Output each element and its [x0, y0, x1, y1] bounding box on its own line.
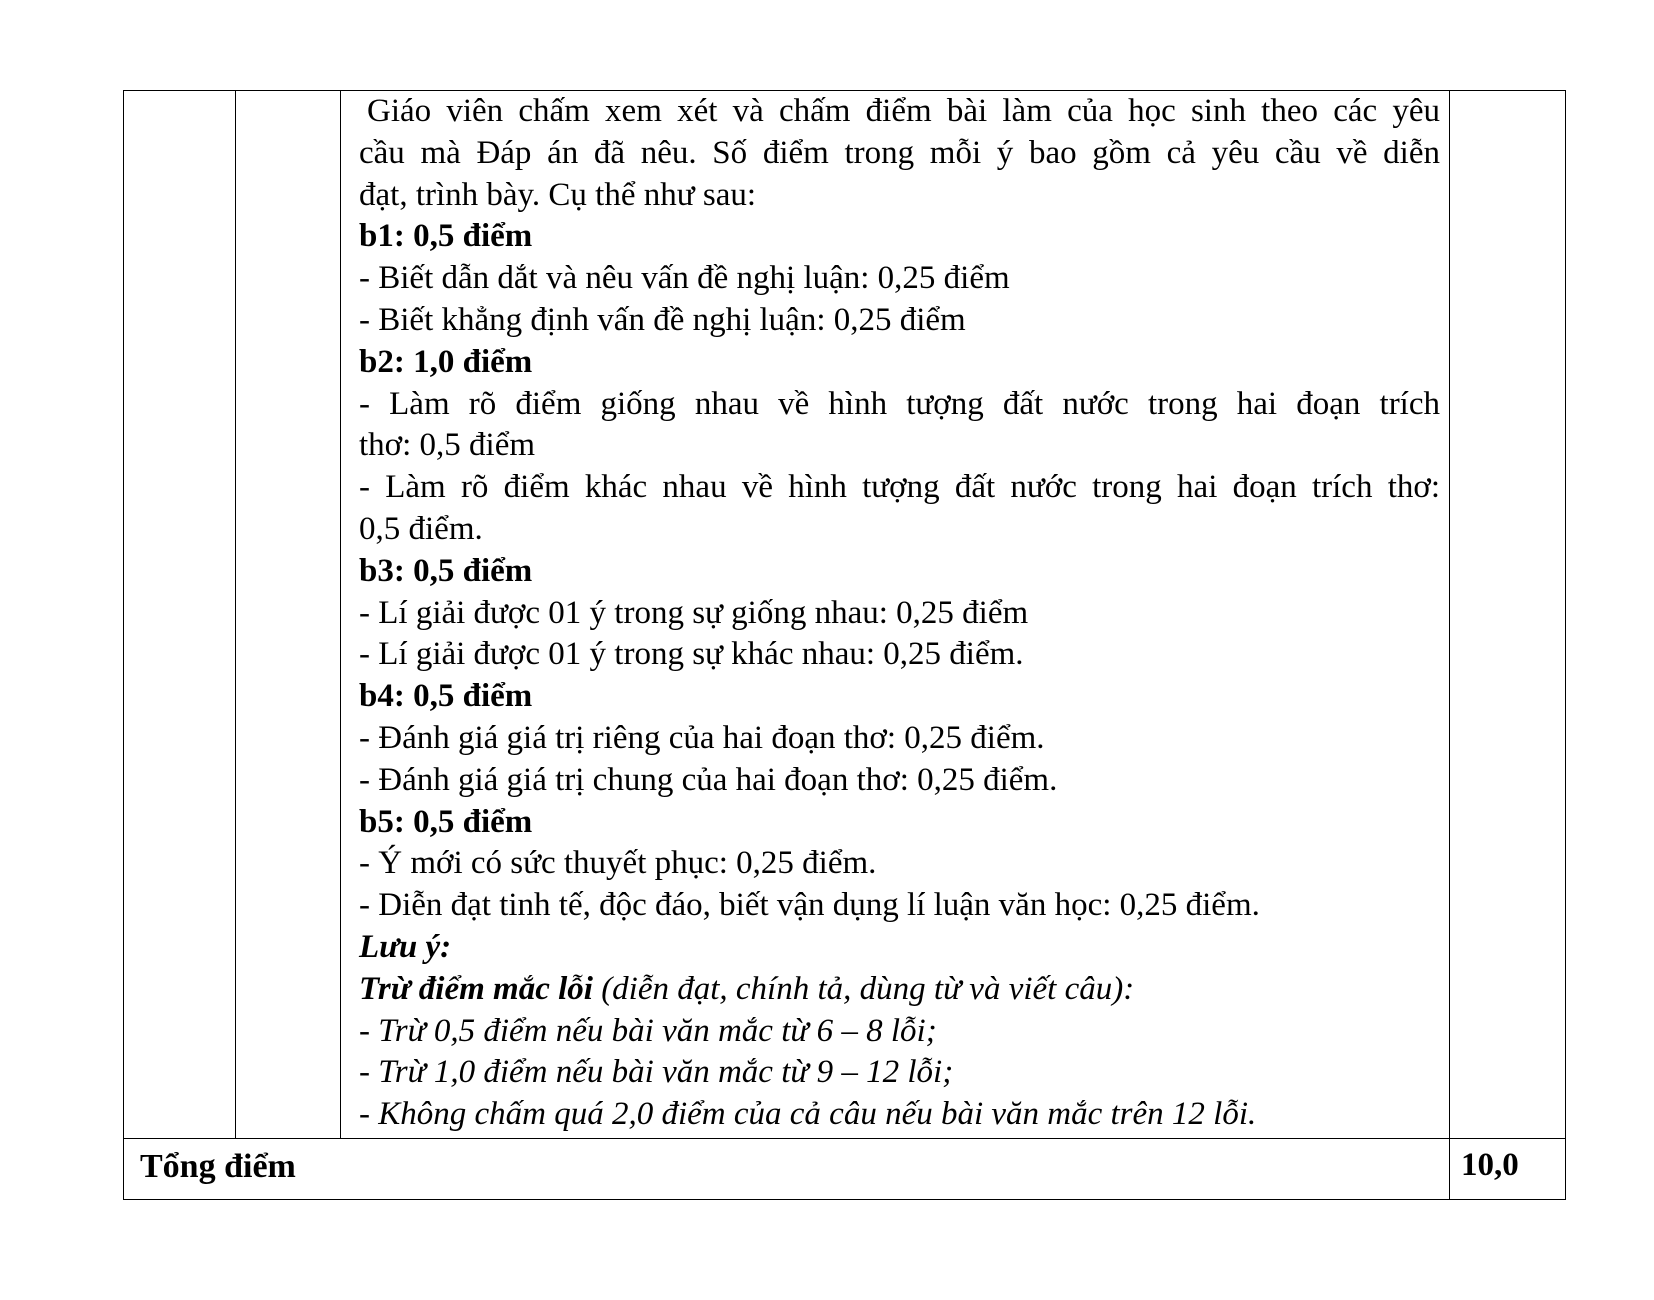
b2-item-1-line-2: thơ: 0,5 điểm	[359, 427, 536, 464]
criteria-cell	[356, 91, 1447, 1136]
b3-item: - Lí giải được 01 ý trong sự khác nhau: 0,25 điểm.	[359, 636, 1024, 673]
column-divider-2	[340, 91, 341, 1138]
total-row-divider	[124, 1138, 1565, 1139]
b1-heading: b1: 0,5 điểm	[359, 218, 533, 255]
b4-heading: b4: 0,5 điểm	[359, 678, 533, 715]
deduction-rule-detail: (diễn đạt, chính tả, dùng từ và viết câu):	[592, 970, 1135, 1007]
column-divider-score	[1449, 91, 1450, 1199]
b5-item: - Ý mới có sức thuyết phục: 0,25 điểm.	[359, 845, 877, 882]
b4-item: - Đánh giá giá trị chung của hai đoạn thơ: 0,25 điểm.	[359, 761, 1058, 798]
note-item: - Trừ 0,5 điểm nếu bài văn mắc từ 6 – 8 lỗi;	[359, 1012, 937, 1049]
note-item: - Không chấm quá 2,0 điểm của cả câu nếu bài văn mắc trên 12 lỗi.	[359, 1096, 1257, 1133]
b1-item: - Biết khẳng định vấn đề nghị luận: 0,25 điểm	[359, 301, 966, 338]
b2-item-2-line-2: 0,5 điểm.	[359, 510, 483, 547]
deduction-rule-title: Trừ điểm mắc lỗi	[359, 970, 593, 1007]
grading-table	[123, 90, 1566, 1200]
b3-item: - Lí giải được 01 ý trong sự giống nhau: 0,25 điểm	[359, 594, 1029, 631]
b2-item-1-line-1: - Làm rõ điểm giống nhau về hình tượng đất nước trong hai đoạn trích	[359, 385, 1440, 422]
intro-line-3: đạt, trình bày. Cụ thể như sau:	[359, 176, 757, 213]
b3-heading: b3: 0,5 điểm	[359, 552, 533, 589]
column-divider-1	[235, 91, 236, 1138]
deduction-rule	[359, 969, 1447, 1011]
note-heading: Lưu ý:	[359, 928, 452, 965]
intro-line-1: Giáo viên chấm xem xét và chấm điểm bài làm của học sinh theo các yêu	[367, 93, 1440, 129]
b2-heading: b2: 1,0 điểm	[359, 343, 533, 380]
b4-item: - Đánh giá giá trị riêng của hai đoạn thơ: 0,25 điểm.	[359, 719, 1045, 756]
b1-item: - Biết dẫn dắt và nêu vấn đề nghị luận: 0,25 điểm	[359, 260, 1010, 297]
note-item: - Trừ 1,0 điểm nếu bài văn mắc từ 9 – 12 lỗi;	[359, 1054, 954, 1091]
total-value: 10,0	[1461, 1147, 1519, 1183]
intro-line-2: cầu mà Đáp án đã nêu. Số điểm trong mỗi ý bao gồm cả yêu cầu về diễn	[359, 134, 1440, 171]
b5-heading: b5: 0,5 điểm	[359, 803, 533, 840]
b2-item-2-line-1: - Làm rõ điểm khác nhau về hình tượng đất nước trong hai đoạn trích thơ:	[359, 469, 1440, 506]
b5-item: - Diễn đạt tinh tế, độc đáo, biết vận dụng lí luận văn học: 0,25 điểm.	[359, 887, 1260, 924]
total-label: Tổng điểm	[140, 1148, 296, 1185]
